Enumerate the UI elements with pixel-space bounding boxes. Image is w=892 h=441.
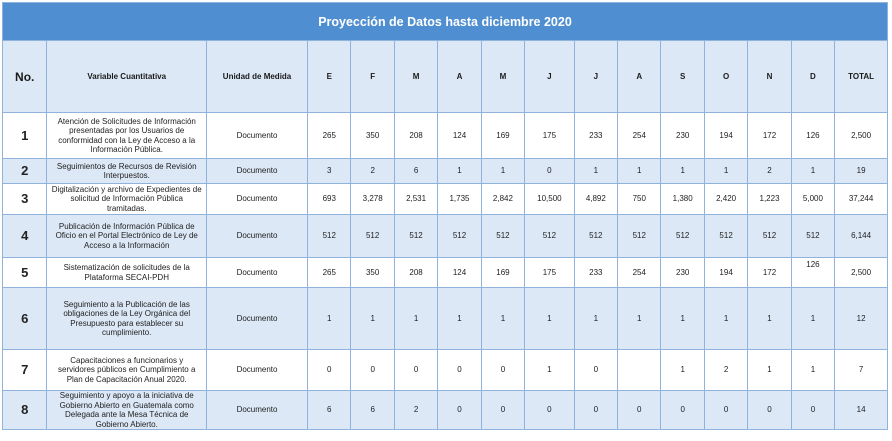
row-value: 3,278 xyxy=(351,184,394,215)
row-value: 1 xyxy=(525,288,574,350)
row-value: 0 xyxy=(438,391,481,430)
row-value: 126 xyxy=(791,113,834,159)
title-part-2: hasta xyxy=(441,14,482,29)
row-unidad: Documento xyxy=(207,288,308,350)
row-unidad: Documento xyxy=(207,159,308,184)
row-value: 6 xyxy=(351,391,394,430)
table-row xyxy=(3,350,888,391)
row-value: 2 xyxy=(394,391,437,430)
row-value: 1 xyxy=(574,288,617,350)
row-total: 12 xyxy=(835,288,888,350)
title-part-1: Proyección de Datos xyxy=(318,14,442,29)
row-value: 512 xyxy=(704,215,747,258)
row-value: 1 xyxy=(661,350,704,391)
row-value: 194 xyxy=(704,258,747,288)
row-number: 6 xyxy=(3,288,47,350)
row-total: 7 xyxy=(835,350,888,391)
row-variable: Seguimiento a la Publicación de las obligaciones de la Ley Orgánica del Presupuesto para establecer su cumplimiento. xyxy=(47,288,207,350)
row-value: 1,223 xyxy=(748,184,791,215)
row-value: 512 xyxy=(618,215,661,258)
row-value: 1 xyxy=(748,350,791,391)
header-total: TOTAL xyxy=(835,41,888,113)
row-value: 0 xyxy=(748,391,791,430)
row-value: 1 xyxy=(351,288,394,350)
row-value: 5,000 xyxy=(791,184,834,215)
row-value: 126 xyxy=(806,260,820,269)
row-value: 512 xyxy=(438,215,481,258)
row-value: 254 xyxy=(618,258,661,288)
row-variable: Publicación de Información Pública de Oficio en el Portal Electrónico de Ley de Acceso a la Información xyxy=(47,215,207,258)
row-value: 175 xyxy=(525,258,574,288)
row-value: 233 xyxy=(574,258,617,288)
row-value: 1 xyxy=(438,159,481,184)
row-variable: Seguimientos de Recursos de Revisión Interpuestos. xyxy=(47,159,207,184)
row-value: 230 xyxy=(661,113,704,159)
header-month: D xyxy=(791,41,834,113)
header-month: A xyxy=(438,41,481,113)
row-value: 1 xyxy=(704,159,747,184)
table-row xyxy=(3,113,888,159)
row-value: 1 xyxy=(308,288,351,350)
header-month: N xyxy=(748,41,791,113)
row-value: 1 xyxy=(791,159,834,184)
header-row xyxy=(3,41,888,113)
row-value: 2,420 xyxy=(704,184,747,215)
row-value: 4,892 xyxy=(574,184,617,215)
row-value: 693 xyxy=(308,184,351,215)
data-projection-table xyxy=(2,2,888,430)
row-value: 10,500 xyxy=(525,184,574,215)
header-month: O xyxy=(704,41,747,113)
row-variable: Capacitaciones a funcionarios y servidores públicos en Cumplimiento a Plan de Capacitación Anual 2020. xyxy=(47,350,207,391)
row-value: 1 xyxy=(481,288,524,350)
header-month: M xyxy=(481,41,524,113)
row-value: 350 xyxy=(351,113,394,159)
row-total: 2,500 xyxy=(835,113,888,159)
header-month: S xyxy=(661,41,704,113)
row-value: 175 xyxy=(525,113,574,159)
row-value: 0 xyxy=(704,391,747,430)
row-value: 1 xyxy=(661,288,704,350)
row-value: 1 xyxy=(661,159,704,184)
header-month: A xyxy=(618,41,661,113)
row-value: 1 xyxy=(525,350,574,391)
table-row xyxy=(3,288,888,350)
row-unidad: Documento xyxy=(207,184,308,215)
row-value: 1 xyxy=(618,288,661,350)
row-value xyxy=(618,350,661,391)
row-value: 1 xyxy=(481,159,524,184)
table-row xyxy=(3,159,888,184)
row-value: 1 xyxy=(394,288,437,350)
data-projection-table-wrapper xyxy=(2,2,888,430)
row-variable: Atención de Solicitudes de Información presentadas por los Usuarios de conformidad con la Ley de Acceso a la Información Pública. xyxy=(47,113,207,159)
row-number: 7 xyxy=(3,350,47,391)
header-month: J xyxy=(574,41,617,113)
row-variable: Digitalización y archivo de Expedientes de solicitud de Información Pública tramitadas. xyxy=(47,184,207,215)
row-total: 14 xyxy=(835,391,888,430)
header-variable: Variable Cuantitativa xyxy=(47,41,207,113)
row-number: 3 xyxy=(3,184,47,215)
row-value: 512 xyxy=(525,215,574,258)
row-value: 1,380 xyxy=(661,184,704,215)
row-unidad: Documento xyxy=(207,113,308,159)
row-total: 37,244 xyxy=(835,184,888,215)
row-unidad: Documento xyxy=(207,258,308,288)
row-value: 1 xyxy=(574,159,617,184)
row-value: 0 xyxy=(791,391,834,430)
row-value: 0 xyxy=(525,391,574,430)
row-value: 1 xyxy=(791,288,834,350)
table-row xyxy=(3,184,888,215)
row-value: 512 xyxy=(574,215,617,258)
row-value: 2 xyxy=(748,159,791,184)
row-value: 512 xyxy=(748,215,791,258)
row-value: 194 xyxy=(704,113,747,159)
table-row xyxy=(3,215,888,258)
title-part-3: diciembre 2020 xyxy=(481,14,572,29)
row-value: 6 xyxy=(308,391,351,430)
header-no: No. xyxy=(3,41,47,113)
row-variable: Sistematización de solicitudes de la Plataforma SECAI-PDH xyxy=(47,258,207,288)
row-value: 233 xyxy=(574,113,617,159)
row-value: 2,842 xyxy=(481,184,524,215)
row-value: 350 xyxy=(351,258,394,288)
row-value: 172 xyxy=(748,113,791,159)
row-value: 512 xyxy=(308,215,351,258)
row-value: 208 xyxy=(394,113,437,159)
table-row xyxy=(3,258,888,288)
row-value: 124 xyxy=(438,258,481,288)
table-title xyxy=(3,3,888,41)
row-value: 1 xyxy=(618,159,661,184)
row-value: 3 xyxy=(308,159,351,184)
row-value: 0 xyxy=(351,350,394,391)
row-value: 0 xyxy=(525,159,574,184)
row-value: 512 xyxy=(351,215,394,258)
row-value: 0 xyxy=(618,391,661,430)
row-value: 750 xyxy=(618,184,661,215)
row-value: 1 xyxy=(791,350,834,391)
row-value: 6 xyxy=(394,159,437,184)
row-number: 5 xyxy=(3,258,47,288)
header-month: J xyxy=(525,41,574,113)
row-unidad: Documento xyxy=(207,215,308,258)
row-value: 254 xyxy=(618,113,661,159)
header-month: E xyxy=(308,41,351,113)
row-value: 0 xyxy=(481,391,524,430)
row-value: 0 xyxy=(394,350,437,391)
header-month: M xyxy=(394,41,437,113)
row-number: 4 xyxy=(3,215,47,258)
row-value: 0 xyxy=(574,391,617,430)
row-total: 2,500 xyxy=(835,258,888,288)
row-value: 265 xyxy=(308,258,351,288)
row-value: 0 xyxy=(308,350,351,391)
row-value: 208 xyxy=(394,258,437,288)
row-number: 1 xyxy=(3,113,47,159)
row-value: 1 xyxy=(704,288,747,350)
row-total: 6,144 xyxy=(835,215,888,258)
header-month: F xyxy=(351,41,394,113)
row-value: 0 xyxy=(481,350,524,391)
row-value-cell xyxy=(791,258,834,288)
row-value: 512 xyxy=(481,215,524,258)
row-value: 1,735 xyxy=(438,184,481,215)
row-value: 0 xyxy=(438,350,481,391)
row-value: 0 xyxy=(574,350,617,391)
row-value: 124 xyxy=(438,113,481,159)
row-value: 1 xyxy=(438,288,481,350)
row-value: 512 xyxy=(791,215,834,258)
row-number: 2 xyxy=(3,159,47,184)
row-unidad: Documento xyxy=(207,391,308,430)
row-value: 2 xyxy=(351,159,394,184)
table-row xyxy=(3,391,888,430)
row-variable: Seguimiento y apoyo a la iniciativa de Gobierno Abierto en Guatemala como Delegada ante la Mesa Técnica de Gobierno Abierto. xyxy=(47,391,207,430)
row-value: 2 xyxy=(704,350,747,391)
row-number: 8 xyxy=(3,391,47,430)
row-unidad: Documento xyxy=(207,350,308,391)
header-unidad: Unidad de Medida xyxy=(207,41,308,113)
row-value: 265 xyxy=(308,113,351,159)
row-value: 169 xyxy=(481,258,524,288)
row-value: 512 xyxy=(661,215,704,258)
row-value: 2,531 xyxy=(394,184,437,215)
row-value: 230 xyxy=(661,258,704,288)
row-value: 172 xyxy=(748,258,791,288)
row-value: 169 xyxy=(481,113,524,159)
row-value: 0 xyxy=(661,391,704,430)
row-value: 1 xyxy=(748,288,791,350)
row-total: 19 xyxy=(835,159,888,184)
row-value: 512 xyxy=(394,215,437,258)
